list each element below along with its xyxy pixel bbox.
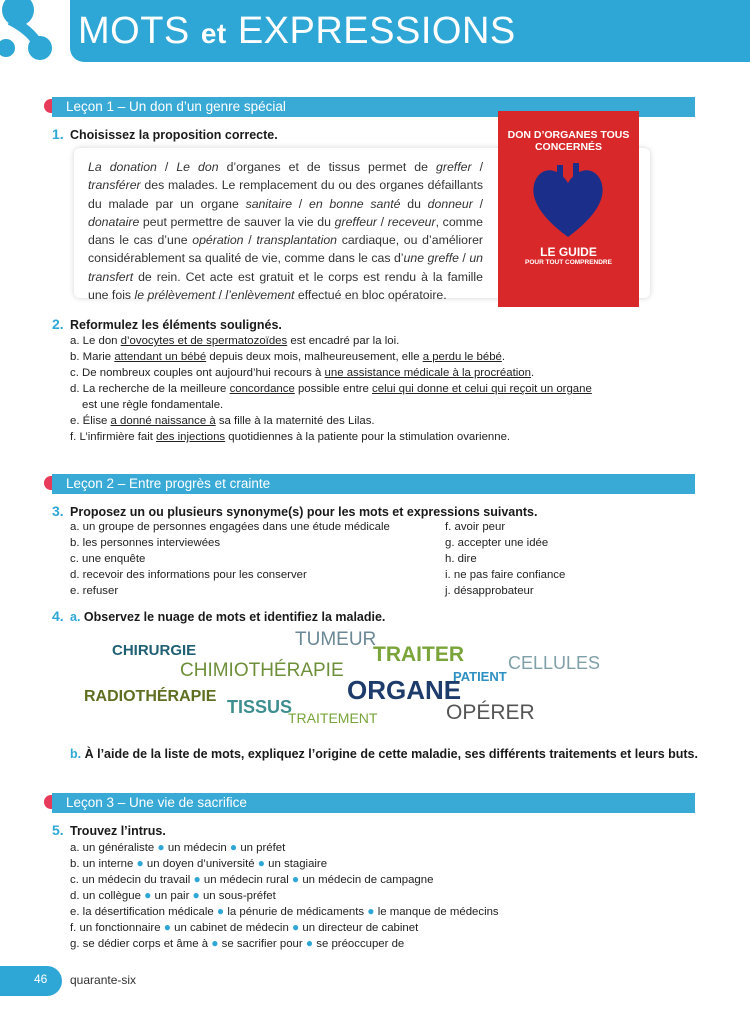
cloud-word: RADIOTHÉRAPIE bbox=[84, 688, 217, 705]
heart-icon bbox=[498, 155, 639, 245]
list-item: c. une enquête bbox=[70, 553, 146, 565]
list-item: e. Élise a donné naissance à sa fille à la maternité des Lilas. bbox=[70, 415, 375, 427]
exercise-title: Proposez un ou plusieurs synonyme(s) pour les mots et expressions suivants. bbox=[70, 505, 538, 519]
list-item: g. se dédier corps et âme à ● se sacrifier pour ● se préoccuper de bbox=[70, 936, 405, 950]
exercise-title: Trouvez l’intrus. bbox=[70, 824, 166, 838]
list-item: g. accepter une idée bbox=[445, 537, 549, 549]
book-cover-image bbox=[498, 111, 639, 307]
list-item: j. désapprobateur bbox=[445, 585, 534, 597]
list-item: b. un interne ● un doyen d’université ● un stagiaire bbox=[70, 856, 328, 870]
cloud-word: CHIRURGIE bbox=[112, 642, 197, 659]
cloud-word: TISSUS bbox=[227, 697, 293, 717]
exercise-number: 1. bbox=[52, 126, 64, 142]
cloud-word: OPÉRER bbox=[446, 701, 535, 724]
list-item: d. recevoir des informations pour les conserver bbox=[70, 569, 307, 581]
cloud-word: TRAITER bbox=[373, 643, 464, 666]
list-item: c. De nombreux couples ont aujourd’hui recours à une assistance médicale à la procréation. bbox=[70, 367, 535, 379]
page-header bbox=[0, 0, 750, 62]
lesson-2-bar: Leçon 2 – Entre progrès et crainte bbox=[52, 474, 695, 494]
exercise-number: 5. bbox=[52, 822, 64, 838]
list-item: c. un médecin du travail ● un médecin rural ● un médecin de campagne bbox=[70, 872, 434, 886]
book-title: DON D’ORGANES TOUS CONCERNÉS bbox=[507, 129, 630, 153]
list-item: a. un groupe de personnes engagées dans une étude médicale bbox=[70, 521, 390, 533]
page-number-text: quarante-six bbox=[70, 973, 137, 987]
page-number-badge: 46 bbox=[0, 966, 62, 996]
cloud-word: TUMEUR bbox=[295, 629, 377, 650]
page-title: MOTS et EXPRESSIONS bbox=[78, 10, 516, 52]
list-item: f. L’infirmière fait des injections quotidiennes à la patiente pour la stimulation ovarienne. bbox=[70, 431, 511, 443]
cloud-word: TRAITEMENT bbox=[288, 710, 378, 726]
exercise-number: 4. bbox=[52, 608, 64, 624]
exercise-title: Choisissez la proposition correcte. bbox=[70, 128, 278, 142]
lesson-1-bar: Leçon 1 – Un don d’un genre spécial bbox=[52, 97, 695, 117]
exercise-subtitle: b. À l’aide de la liste de mots, expliquez l’origine de cette maladie, ses différents traitements et leurs buts. bbox=[70, 747, 698, 761]
lesson-3-bar: Leçon 3 – Une vie de sacrifice bbox=[52, 793, 695, 813]
cloud-word: ORGANE bbox=[347, 675, 462, 705]
exercise-title: a. Observez le nuage de mots et identifiez la maladie. bbox=[70, 610, 386, 624]
cloud-word: CHIMIOTHÉRAPIE bbox=[180, 660, 344, 681]
list-item: d. un collègue ● un pair ● un sous-préfet bbox=[70, 888, 276, 902]
exercise-title: Reformulez les éléments soulignés. bbox=[70, 318, 282, 332]
exercise-1-paragraph: La donation / Le don d’organes et de tissus permet de greffer / transférer des malades. Le remplacement du ou des organes défaillants du malade par un organe sanitaire / en bonne santé du donneur / donataire peut permettre de sauver la vie du greffeur / receveur, comme dans le cas d’une opération / transplantation cardiaque, ou d’améliorer considérablement sa qualité de vie, comme dans le cas d’une greffe / un transfert de rein. Cet acte est gratuit et le corps est rendu à la famille une fois le prélèvement / l’enlèvement effectué en bloc opératoire. bbox=[88, 160, 483, 303]
list-item: b. les personnes interviewées bbox=[70, 537, 221, 549]
exercise-number: 3. bbox=[52, 503, 64, 519]
list-item: h. dire bbox=[445, 553, 477, 565]
cloud-word: PATIENT bbox=[453, 669, 507, 684]
list-item: f. avoir peur bbox=[445, 521, 506, 533]
list-item: a. Le don d’ovocytes et de spermatozoïdes est encadré par la loi. bbox=[70, 335, 400, 347]
decorative-molecule-icon bbox=[0, 0, 80, 80]
list-item: f. un fonctionnaire ● un cabinet de médecin ● un directeur de cabinet bbox=[70, 920, 419, 934]
book-subtitle: LE GUIDE POUR TOUT COMPRENDRE bbox=[525, 245, 612, 266]
exercise-number: 2. bbox=[52, 316, 64, 332]
list-item: a. un généraliste ● un médecin ● un préfet bbox=[70, 840, 286, 854]
list-item: b. Marie attendant un bébé depuis deux mois, malheureusement, elle a perdu le bébé. bbox=[70, 351, 506, 363]
list-item: i. ne pas faire confiance bbox=[445, 569, 566, 581]
list-item: d. La recherche de la meilleure concordance possible entre celui qui donne et celui qui reçoit un organe bbox=[70, 383, 592, 395]
list-item: e. refuser bbox=[70, 585, 119, 597]
list-item: e. la désertification médicale ● la pénurie de médicaments ● le manque de médecins bbox=[70, 904, 499, 918]
cloud-word: CELLULES bbox=[508, 653, 601, 673]
list-item: est une règle fondamentale. bbox=[82, 399, 224, 411]
